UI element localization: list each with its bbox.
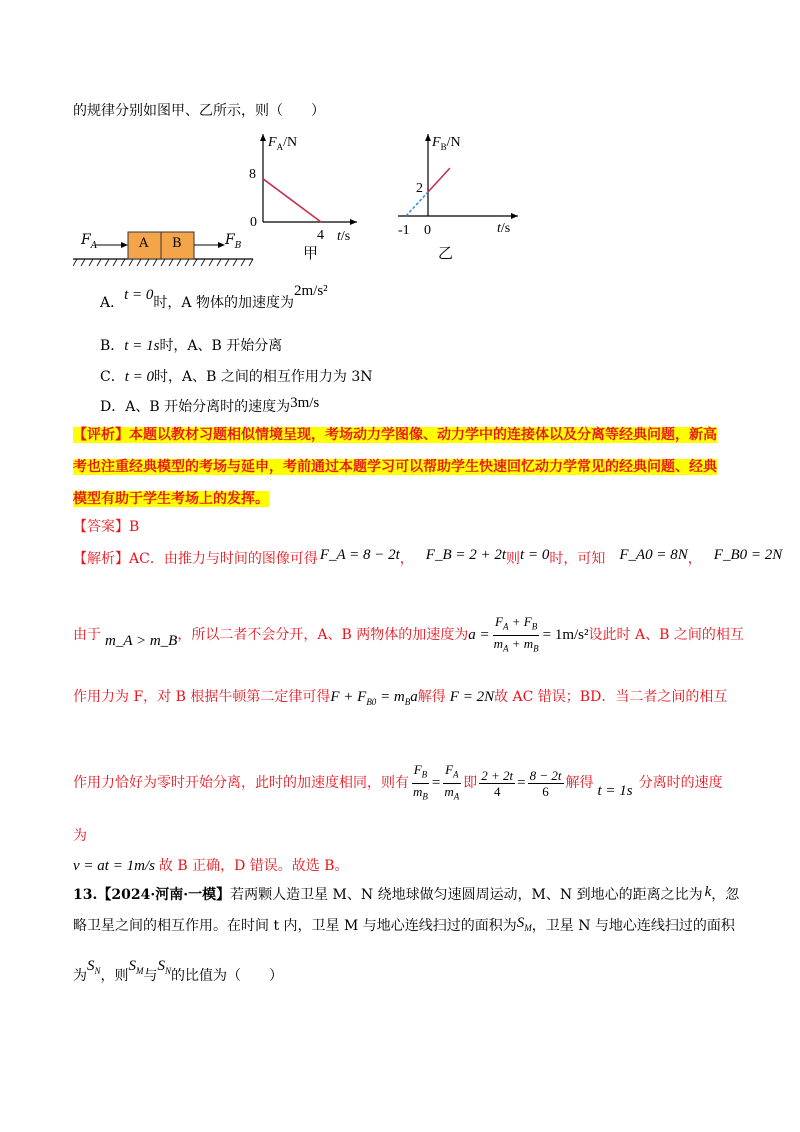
accel-fraction: $\frac{F_A + F_B}{m_A + m_B}$ [493, 614, 539, 654]
option-d-text: A、B 开始分离时的速度为 [125, 399, 291, 415]
ratio-fraction-b: $\frac{F_B}{m_B}$ [413, 762, 428, 802]
area-sm: $S_M$ [516, 915, 532, 933]
block-b-label: B [172, 236, 182, 251]
answer-tag: 【答案】 [73, 519, 129, 535]
area-sn: $S_N$ [87, 958, 101, 976]
answer-value: B [129, 519, 140, 535]
option-d-value: 3m/s [290, 395, 320, 411]
option-c-text: 时，A、B 之间的相互作用力为 3N [154, 369, 373, 385]
option-b [100, 335, 282, 355]
chart-jia [245, 130, 365, 265]
jia-xtick-4: 4 [317, 228, 324, 243]
option-d-label: D． [100, 399, 126, 415]
yi-series-0 [428, 168, 450, 192]
analysis-line-6: v = at = 1m/s 故 B 正确，D 错误。故选 B。 [73, 858, 349, 874]
mass-compare: m_A > m_B [105, 633, 178, 650]
eq-fa0: F_A0 = 8N [619, 547, 688, 563]
jia-xtick-0: 0 [250, 215, 257, 230]
review-line-2: 考也注重经典模型的考场与延申，考前通过本题学习可以帮助学生快速回忆动力学常见的经典问题、经典 [73, 459, 717, 475]
yi-y-axis-head [425, 134, 431, 141]
eq-fb: F_B = 2 + 2t [425, 547, 507, 563]
block-a-label: A [139, 236, 149, 251]
option-a [100, 283, 328, 312]
review-line-1: 【评析】本题以教材习题相似情境呈现，考场动力学图像、动力学中的连接体以及分离等经典问题，新高 [73, 427, 717, 443]
force-b-label: $F_B$ [225, 232, 242, 251]
analysis-line-1: 【解析】AC．由推力与时间的图像可得 F_A = 8 − 2t， F_B = 2 + 2t则t = 0时，可知 F_A0 = 8N， F_B0 = 2N [73, 547, 783, 567]
chart-yi [390, 130, 525, 265]
newton-eq: $F + F_{B0} = m_Ba$ [330, 689, 418, 707]
option-d [100, 396, 319, 416]
eq-fb0: F_B0 = 2N [713, 547, 783, 563]
analysis-line-4: 作用力恰好为零时开始分离，此时的加速度相同，则有 $\frac{F_B}{m_B}$ = $\frac{F_A}{m_A}$ 即 $\frac{2 + 2t}{4}$ = $\frac{8 - 2t}{6}$ 解得 t = 1s 分离时的速度 [73, 762, 723, 804]
analysis-line-5: 为 [73, 828, 87, 844]
blocks-figure [73, 226, 263, 271]
jia-x-axis-head [350, 219, 357, 225]
chart-jia-svg [245, 130, 365, 265]
chart-yi-svg [390, 130, 525, 265]
velocity-eq: v = at = 1m/s [73, 858, 155, 874]
option-a-value: 2m/s² [293, 283, 328, 299]
option-a-text: 时，A 物体的加速度为 [153, 295, 294, 311]
ratio-fraction-a: $\frac{F_A}{m_A}$ [444, 762, 460, 802]
option-b-cond: t = 1s [124, 338, 160, 354]
analysis-tag: 【解析】 [73, 551, 129, 567]
intro-line: 的规律分别如图甲、乙所示，则（ ） [73, 103, 325, 119]
option-c [100, 366, 372, 386]
option-b-label: B． [100, 338, 125, 354]
yi-ylabel: $F_B/N$ [432, 135, 461, 152]
option-a-label: A． [100, 295, 125, 311]
q13-line-1: 13.【2024·河南·一模】若两颗人造卫星 M、N 绕地球做匀速圆周运动，M、N 到地心的距离之比为 k，忽 [73, 884, 740, 903]
review-tag: 【评析】 [73, 427, 129, 443]
jia-caption: 甲 [303, 246, 319, 262]
option-a-cond: t = 0 [124, 287, 154, 303]
option-c-label: C． [100, 369, 125, 385]
jia-xlabel: t/s [337, 229, 351, 244]
option-b-text: 时，A、B 开始分离 [159, 338, 283, 354]
jia-series-0 [263, 179, 321, 222]
analysis-line-2: 由于 m_A > m_B，所以二者不会分开，A、B 两物体的加速度为a = $\frac{F_A + F_B}{m_A + m_B}$ = 1m/s²设此时 A、B 之间的相互 [73, 614, 744, 656]
q13-source: 【2024·河南·一模】 [97, 887, 231, 903]
eq-fa: F_A = 8 − 2t [319, 547, 400, 563]
analysis-line-3: 作用力为 F，对 B 根据牛顿第二定律可得$F + F_{B0} = m_Ba$解得 F = 2N故 AC 错误；BD．当二者之间的相互 [73, 689, 728, 707]
yi-x-axis-head [511, 213, 518, 219]
yi-xlabel: t/s [497, 221, 511, 236]
q13-number: 13. [73, 887, 98, 903]
yi-caption: 乙 [438, 246, 454, 262]
yi-ytick-2: 2 [416, 181, 423, 196]
jia-y-axis-head [260, 134, 266, 141]
answer-line [73, 516, 139, 536]
q13-line-2: 略卫星之间的相互作用。在时间 t 内，卫星 M 与地心连线扫过的面积为$S_M$，卫星 N 与地心连线扫过的面积 [73, 915, 735, 934]
review-line-3: 模型有助于学生考场上的发挥。 [73, 491, 269, 507]
force-a-label: $F_A$ [81, 232, 98, 251]
jia-ytick-8: 8 [249, 167, 256, 182]
option-c-cond: t = 0 [124, 369, 155, 385]
q13-line-3: 为$S_N$，则$S_M$与$S_N$的比值为（ ） [73, 958, 284, 984]
yi-xtick-0: 0 [424, 223, 431, 238]
jia-ylabel: $F_A/N$ [268, 135, 298, 152]
yi-xtick-neg1: -1 [398, 223, 410, 238]
